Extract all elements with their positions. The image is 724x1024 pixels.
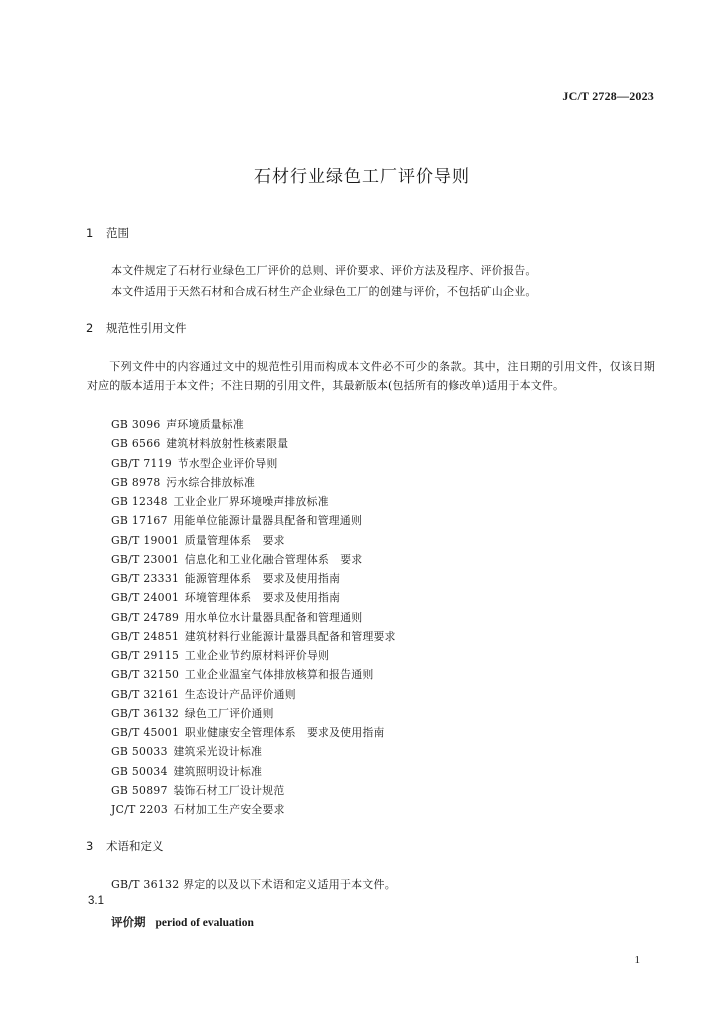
reference-title: 装饰石材工厂设计规范 [173, 783, 285, 797]
reference-item [111, 608, 396, 627]
section-number: 1 [86, 226, 94, 240]
reference-title: 声环境质量标准 [166, 418, 244, 431]
reference-code: GB/T 29115 [111, 649, 180, 662]
reference-item [111, 550, 396, 569]
reference-list [111, 415, 396, 819]
reference-code: GB/T 7119 [111, 456, 173, 470]
term-entry [111, 914, 254, 930]
reference-code: GB/T 24789 [111, 610, 180, 624]
reference-item [111, 569, 396, 588]
reference-title: 质量管理体系 要求 [184, 533, 285, 547]
reference-title: 能源管理体系 要求及使用指南 [184, 572, 341, 585]
reference-title: 建筑材料行业能源计量器具配备和管理要求 [184, 629, 396, 643]
reference-code: GB 50033 [111, 745, 168, 759]
reference-item [111, 454, 396, 473]
reference-title: 信息化和工业化融合管理体系 要求 [184, 552, 363, 566]
scope-line-1: 本文件规定了石材行业绿色工厂评价的总则、评价要求、评价方法及程序、评价报告。 [111, 264, 537, 277]
intro-text: 下列文件中的内容通过文中的规范性引用而构成本文件必不可少的条款。其中，注日期的引用文件，仅该日期对应的版本适用于本文件；不注日期的引用文件，其最新版本(包括所有的修改单)适用于本文件。 [87, 360, 655, 392]
reference-title: 建筑材料放射性核素限量 [166, 437, 289, 451]
reference-title: 工业企业节约原材料评价导则 [184, 649, 330, 662]
document-title: 石材行业绿色工厂评价导则 [254, 167, 470, 187]
term-chinese: 评价期 [111, 915, 146, 929]
reference-title: 石材加工生产安全要求 [173, 803, 285, 816]
section-2-heading [86, 320, 187, 336]
clause-number: 3.1 [88, 895, 104, 907]
reference-code: GB/T 36132 [111, 706, 180, 720]
reference-title: 生态设计产品评价通则 [184, 687, 296, 701]
page-number: 1 [634, 954, 640, 966]
standard-code: JC/T 2728—2023 [562, 89, 654, 103]
section-3-heading [86, 838, 164, 854]
reference-code: GB 3096 [111, 418, 161, 431]
reference-title: 用能单位能源计量器具配备和管理通则 [173, 514, 363, 528]
reference-title: 用水单位水计量器具配备和管理通则 [184, 610, 363, 624]
reference-item [111, 800, 396, 819]
reference-code: GB 6566 [111, 437, 161, 451]
reference-item [111, 685, 396, 704]
section-number: 3 [86, 839, 94, 853]
reference-code: GB/T 32150 [111, 668, 180, 682]
reference-code: GB/T 32161 [111, 687, 180, 701]
reference-item [111, 646, 396, 665]
reference-code: GB/T 24001 [111, 591, 180, 605]
section-number: 2 [86, 321, 94, 335]
reference-item [111, 742, 396, 761]
reference-title: 建筑采光设计标准 [173, 745, 263, 759]
section-title: 术语和定义 [106, 839, 164, 853]
section-title: 范围 [106, 226, 129, 240]
reference-title: 污水综合排放标准 [166, 475, 256, 489]
reference-title: 工业企业温室气体排放核算和报告通则 [184, 668, 374, 682]
normative-refs-intro [87, 357, 655, 395]
reference-code: JC/T 2203 [111, 803, 169, 816]
reference-code: GB 8978 [111, 475, 161, 489]
term-english: period of evaluation [155, 917, 254, 929]
reference-title: 建筑照明设计标准 [173, 764, 263, 778]
reference-item [111, 665, 396, 684]
reference-item [111, 588, 396, 607]
reference-title: 绿色工厂评价通则 [184, 706, 274, 720]
reference-title: 环境管理体系 要求及使用指南 [184, 591, 341, 605]
reference-item [111, 781, 396, 800]
reference-item [111, 511, 396, 530]
section-1-heading [86, 225, 129, 241]
reference-code: GB 50897 [111, 783, 168, 797]
reference-code: GB 17167 [111, 514, 168, 528]
section-title: 规范性引用文件 [106, 321, 187, 335]
scope-line-2: 本文件适用于天然石材和合成石材生产企业绿色工厂的创建与评价，不包括矿山企业。 [111, 285, 537, 298]
reference-item [111, 627, 396, 646]
reference-code: GB 50034 [111, 764, 168, 778]
reference-title: 节水型企业评价导则 [177, 456, 278, 470]
reference-code: GB 12348 [111, 495, 168, 508]
terms-intro: GB/T 36132 界定的以及以下术语和定义适用于本文件。 [111, 878, 396, 891]
reference-title: 职业健康安全管理体系 要求及使用指南 [184, 726, 385, 739]
reference-title: 工业企业厂界环境噪声排放标准 [173, 495, 329, 508]
reference-item [111, 723, 396, 742]
reference-code: GB/T 23001 [111, 552, 180, 566]
reference-item [111, 492, 396, 511]
reference-item [111, 762, 396, 781]
reference-code: GB/T 19001 [111, 533, 180, 547]
reference-item [111, 531, 396, 550]
reference-code: GB/T 24851 [111, 629, 180, 643]
reference-item [111, 704, 396, 723]
reference-item [111, 434, 396, 453]
reference-code: GB/T 45001 [111, 726, 180, 739]
reference-item [111, 415, 396, 434]
reference-code: GB/T 23331 [111, 572, 180, 585]
reference-item [111, 473, 396, 492]
